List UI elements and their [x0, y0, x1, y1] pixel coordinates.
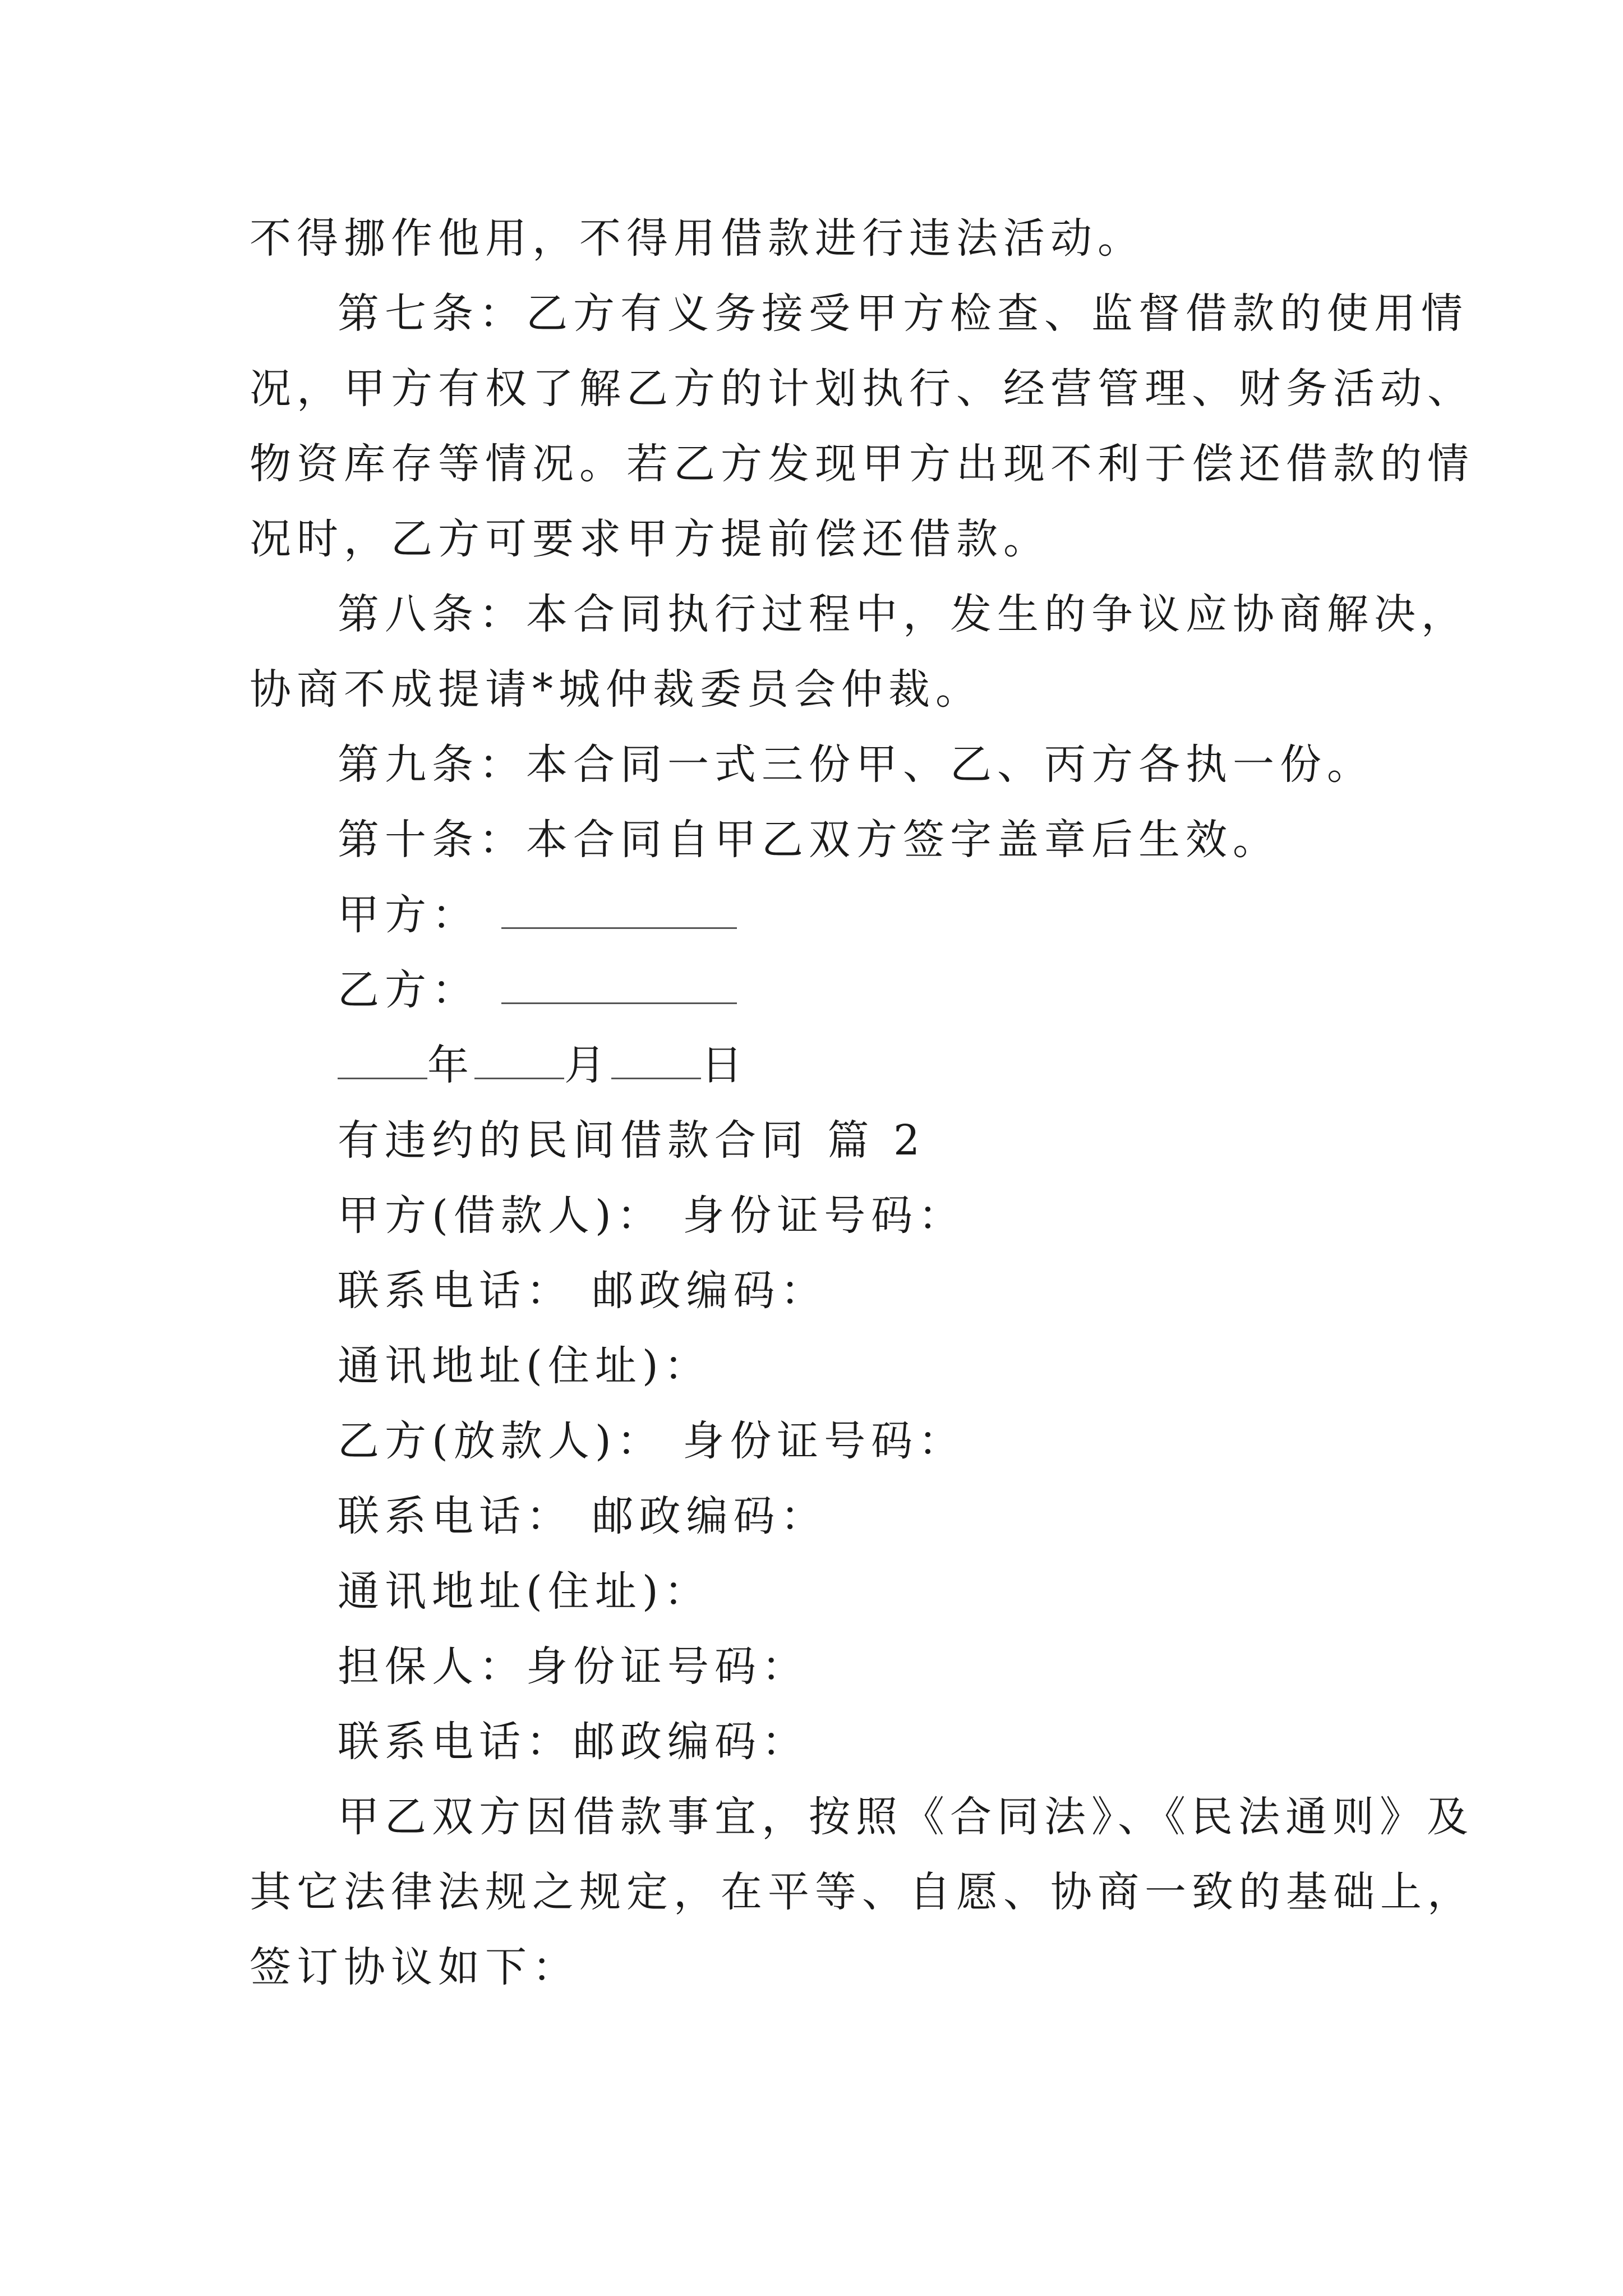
- field-line: 联系电话： 邮政编码：: [338, 1267, 828, 1315]
- article-7-line: 第七条：乙方有义务接受甲方检查、监督借款的使用情: [338, 289, 1468, 338]
- field-line: 乙方(放款人)： 身份证号码：: [338, 1417, 966, 1465]
- field-line: 甲方(借款人)： 身份证号码：: [338, 1191, 966, 1240]
- party-a-signature: [338, 887, 1515, 943]
- article-9-line: 第九条：本合同一式三份甲、乙、丙方各执一份。: [338, 740, 1374, 789]
- month-blank: [474, 1077, 564, 1079]
- body-line: 况，甲方有权了解乙方的计划执行、经营管理、财务活动、: [250, 365, 1474, 413]
- body-line: 况时，乙方可要求甲方提前偿还借款。: [250, 515, 1050, 563]
- month-label: 月: [564, 1041, 611, 1089]
- closing-line: 签订协议如下：: [250, 1943, 579, 1991]
- party-b-signature-blank: [501, 1002, 737, 1004]
- field-line: 联系电话：邮政编码：: [338, 1718, 809, 1766]
- closing-line: 甲乙双方因借款事宜，按照《合同法》、《民法通则》及: [338, 1793, 1474, 1841]
- party-a-label: 甲方：: [338, 891, 479, 939]
- party-a-signature-blank: [501, 927, 737, 929]
- party-b-signature: [338, 962, 1515, 1018]
- field-line: 联系电话： 邮政编码：: [338, 1492, 828, 1540]
- body-line: 不得挪作他用，不得用借款进行违法活动。: [250, 214, 1145, 263]
- field-line: 通讯地址(住址)：: [338, 1342, 711, 1390]
- year-label: 年: [427, 1041, 474, 1089]
- body-line: 物资库存等情况。若乙方发现甲方出现不利于偿还借款的情: [250, 440, 1474, 488]
- day-blank: [611, 1077, 701, 1079]
- field-line: 担保人：身份证号码：: [338, 1642, 809, 1691]
- signing-date: [338, 1037, 1515, 1093]
- year-blank: [338, 1077, 427, 1079]
- body-line: 协商不成提请*城仲裁委员会仲裁。: [250, 665, 983, 714]
- article-8-line: 第八条：本合同执行过程中，发生的争议应协商解决，: [338, 590, 1468, 638]
- section-title: 有违约的民间借款合同 篇 2: [338, 1116, 926, 1165]
- day-label: 日: [701, 1041, 748, 1089]
- party-b-label: 乙方：: [338, 966, 479, 1014]
- field-line: 通讯地址(住址)：: [338, 1567, 711, 1616]
- closing-line: 其它法律法规之规定，在平等、自愿、协商一致的基础上，: [250, 1868, 1474, 1916]
- article-10-line: 第十条：本合同自甲乙双方签字盖章后生效。: [338, 816, 1280, 864]
